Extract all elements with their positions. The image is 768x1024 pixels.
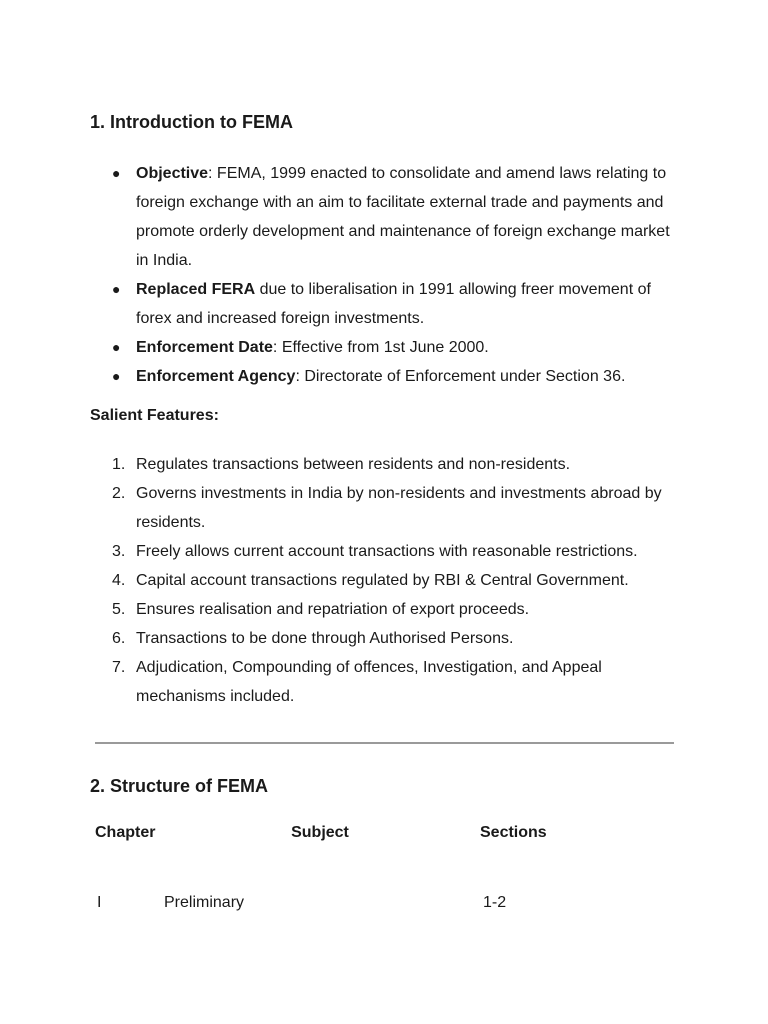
list-item bbox=[112, 595, 682, 624]
table-cell-chapter: I bbox=[97, 894, 102, 911]
list-number: 1. bbox=[112, 456, 126, 473]
list-item bbox=[112, 537, 682, 566]
bullet-bold-term: Enforcement Agency bbox=[136, 368, 296, 385]
horizontal-divider bbox=[95, 742, 674, 744]
objective-bullet-list bbox=[112, 159, 682, 391]
bullet-bold-term: Enforcement Date bbox=[136, 339, 273, 356]
bullet-dot-icon: ● bbox=[112, 165, 121, 181]
list-number: 3. bbox=[112, 543, 126, 560]
list-item bbox=[112, 479, 682, 537]
table-header-sections: Sections bbox=[480, 824, 547, 841]
bullet-dot-icon: ● bbox=[112, 368, 121, 384]
bullet-dot-icon: ● bbox=[112, 281, 121, 297]
list-item bbox=[112, 653, 682, 711]
list-number: 7. bbox=[112, 659, 126, 676]
list-item-text: Governs investments in India by non-residents and investments abroad by residents. bbox=[136, 485, 662, 531]
bullet-item-replaced-fera bbox=[112, 275, 682, 333]
list-item-text: Freely allows current account transactions with reasonable restrictions. bbox=[136, 543, 638, 560]
bullet-text: : Effective from 1st June 2000. bbox=[272, 339, 489, 356]
list-item-text: Capital account transactions regulated by RBI & Central Government. bbox=[136, 572, 629, 589]
list-item-text: Transactions to be done through Authorised Persons. bbox=[136, 630, 514, 647]
table-cell-subject: Preliminary bbox=[164, 894, 245, 911]
list-number: 5. bbox=[112, 601, 126, 618]
bullet-text: : Directorate of Enforcement under Section 36. bbox=[295, 368, 626, 385]
list-item bbox=[112, 624, 682, 653]
bullet-item-objective bbox=[112, 159, 682, 275]
table-header-chapter: Chapter bbox=[95, 824, 156, 841]
list-item bbox=[112, 566, 682, 595]
table-header-subject: Subject bbox=[291, 824, 349, 841]
salient-features-list bbox=[112, 450, 682, 711]
bullet-text: due to liberalisation in 1991 allowing freer movement of forex and increased foreign investments. bbox=[136, 281, 651, 327]
bullet-text: : FEMA, 1999 enacted to consolidate and amend laws relating to foreign exchange with an aim to facilitate external trade and payments and promote orderly development and maintenance of foreign exchange market in India. bbox=[136, 165, 670, 269]
salient-features-heading: Salient Features: bbox=[90, 407, 219, 424]
list-number: 6. bbox=[112, 630, 126, 647]
bullet-dot-icon: ● bbox=[112, 339, 121, 355]
list-item-text: Adjudication, Compounding of offences, Investigation, and Appeal mechanisms included. bbox=[136, 659, 602, 705]
list-item-text: Ensures realisation and repatriation of export proceeds. bbox=[136, 601, 530, 618]
bullet-item-enforcement-date bbox=[112, 333, 682, 362]
list-item bbox=[112, 450, 682, 479]
list-item-text: Regulates transactions between residents and non-residents. bbox=[136, 456, 571, 473]
section-heading-introduction: 1. Introduction to FEMA bbox=[90, 112, 293, 132]
list-number: 2. bbox=[112, 485, 126, 502]
bullet-bold-term: Replaced FERA bbox=[136, 281, 256, 298]
bullet-bold-term: Objective bbox=[136, 165, 209, 182]
section-heading-structure: 2. Structure of FEMA bbox=[90, 776, 269, 796]
table-cell-sections: 1-2 bbox=[483, 894, 507, 911]
bullet-item-enforcement-agency bbox=[112, 362, 682, 391]
list-number: 4. bbox=[112, 572, 126, 589]
